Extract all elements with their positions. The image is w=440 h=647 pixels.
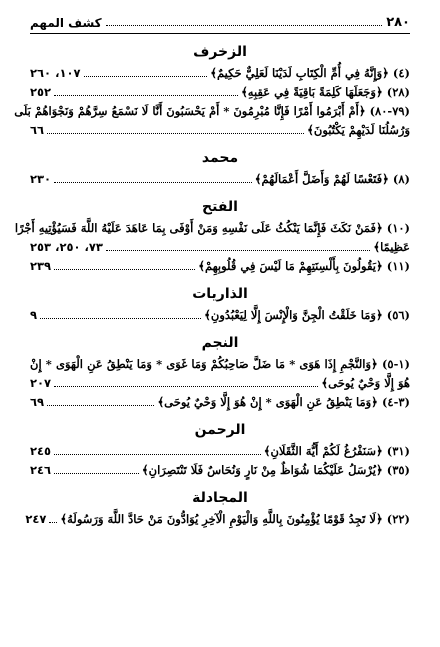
verse-text: ﴿وَالنَّجْمِ إِذَا هَوَى * مَا ضَلَّ صَاحِبُكُمْ وَمَا غَوَى * وَمَا يَنْطِقُ عَنِ الْهَوَى * إِنْ: [30, 357, 378, 371]
verse-number: (٣-٤): [381, 395, 410, 409]
verse-number: (١٠): [386, 221, 410, 235]
entry-line: [30, 238, 410, 257]
header-dotted-leader: [106, 25, 383, 26]
index-entry: [30, 170, 410, 189]
verse-text-continued: هُوَ إِلَّا وَحْيٌ يُوحَى﴾: [321, 376, 410, 390]
page-references: ٢٠٧: [30, 376, 52, 390]
page-references: ٢٤٥: [30, 444, 52, 458]
verse-text: ﴿أَمْ أَبْرَمُوا أَمْرًا فَإِنَّا مُبْرِمُونَ * أَمْ يَحْسَبُونَ أَنَّا لَا نَسْمَعُ سِرَّهُمْ وَنَجْوَاهُمْ بَلَى: [14, 104, 366, 118]
verse-number: (٥٦): [386, 308, 410, 322]
index-entry: [30, 393, 410, 412]
index-content: [14, 43, 410, 529]
surah-heading: الزخرف: [193, 44, 247, 60]
entry-line: [14, 219, 410, 238]
page-references: ٧٣، ٢٥٠، ٢٥٣: [30, 240, 103, 254]
entry-line: [30, 121, 410, 140]
page-references: ٢٤٦: [30, 463, 52, 477]
verse-text: ﴿لَا تَجِدُ قَوْمًا يُؤْمِنُونَ بِاللَّهِ وَالْيَوْمِ الْآخِرِ يُوَادُّونَ مَنْ حَادَّ اللَّهَ وَرَسُولَهُ﴾: [60, 512, 383, 526]
page-references: ١٠٧، ٢٦٠: [30, 66, 81, 80]
index-entry: [30, 83, 410, 102]
dotted-leader: [47, 405, 154, 406]
dotted-leader: [106, 250, 370, 251]
dotted-leader: [54, 473, 139, 474]
verse-number: (٤): [392, 66, 410, 80]
verse-number: (٢٢): [386, 512, 410, 526]
dotted-leader: [54, 454, 261, 455]
verse-text: ﴿وَمَا خَلَقْتُ الْجِنَّ وَالْإِنْسَ إِلَّا لِيَعْبُدُونِ﴾: [204, 308, 383, 322]
page-references: ٦٦: [30, 123, 45, 137]
verse-text: ﴿يَقُولُونَ بِأَلْسِنَتِهِمْ مَا لَيْسَ فِي قُلُوبِهِمْ﴾: [198, 259, 383, 273]
index-entry: [30, 461, 410, 480]
index-entry: [14, 219, 410, 257]
index-entry: [30, 306, 410, 325]
page-references: ٢٤٧: [25, 512, 47, 526]
surah-heading: الرحمن: [194, 422, 246, 438]
index-entry: [30, 257, 410, 276]
verse-text: ﴿فَتَعْسًا لَهُمْ وَأَضَلَّ أَعْمَالَهُمْ﴾: [254, 172, 389, 186]
dotted-leader: [47, 133, 304, 134]
entry-line: [14, 102, 410, 121]
dotted-leader: [54, 182, 252, 183]
verse-text-continued: عَظِيمًا﴾: [373, 240, 410, 254]
verse-number: (٧٩-٨٠): [369, 104, 410, 118]
entry-line: [30, 374, 410, 393]
page-references: ٦٩: [30, 395, 45, 409]
surah-heading: الذاريات: [192, 286, 248, 302]
surah-heading: الفتح: [202, 199, 238, 215]
page-number: ٢٨٠: [386, 15, 410, 30]
surah-heading: محمد: [201, 150, 239, 166]
surah-heading: المجادلة: [192, 490, 248, 506]
index-entry: [14, 102, 410, 140]
verse-number: (٢٨): [386, 85, 410, 99]
dotted-leader: [54, 386, 318, 387]
page-references: ٢٣٠: [30, 172, 52, 186]
index-entry: [30, 442, 410, 461]
page-references: ٢٥٢: [30, 85, 52, 99]
verse-number: (٣٥): [386, 463, 410, 477]
dotted-leader: [84, 76, 208, 77]
running-title: كشف المهم: [30, 16, 102, 30]
verse-text: ﴿وَمَا يَنْطِقُ عَنِ الْهَوَى * إِنْ هُوَ إِلَّا وَحْيٌ يُوحَى﴾: [157, 395, 378, 409]
verse-text: ﴿فَمَنْ نَكَثَ فَإِنَّمَا يَنْكُثُ عَلَى نَفْسِهِ وَمَنْ أَوْفَى بِمَا عَاهَدَ عَلَيْهُ اللَّهَ فَسَيُؤْتِيهِ أَجْرًا: [14, 221, 383, 235]
verse-number: (٣١): [386, 444, 410, 458]
index-entry: [25, 510, 410, 529]
dotted-leader: [54, 269, 195, 270]
page-header: [30, 12, 410, 30]
verse-number: (١١): [386, 259, 410, 273]
dotted-leader: [40, 318, 201, 319]
verse-number: (٨): [392, 172, 410, 186]
surah-heading: النجم: [201, 335, 239, 351]
verse-text: ﴿وَإِنَّهُ فِي أُمِّ الْكِتَابِ لَدَيْنَا لَعَلِيٌّ حَكِيمٌ﴾: [210, 66, 389, 80]
verse-number: (١-٥): [381, 357, 410, 371]
entry-line: [30, 355, 410, 374]
page-references: ٢٣٩: [30, 259, 52, 273]
index-entry: [30, 355, 410, 393]
header-rule: [30, 33, 410, 34]
page-references: ٩: [30, 308, 38, 322]
verse-text: ﴿يُرْسَلُ عَلَيْكُمَا شُوَاظٌ مِنْ نَارٍ وَنُحَاسٌ فَلَا تَنْتَصِرَانِ﴾: [141, 463, 383, 477]
dotted-leader: [54, 95, 238, 96]
verse-text-continued: وَرُسُلُنَا لَدَيْهِمْ يَكْتُبُونَ﴾: [307, 123, 410, 137]
verse-text: ﴿سَنَفْرُغُ لَكُمْ أَيُّهَ الثَّقَلَانِ﴾: [263, 444, 383, 458]
index-entry: [30, 64, 410, 83]
verse-text: ﴿وَجَعَلَهَا كَلِمَةً بَاقِيَةً فِي عَقِبِهِ﴾: [241, 85, 383, 99]
dotted-leader: [49, 522, 57, 523]
